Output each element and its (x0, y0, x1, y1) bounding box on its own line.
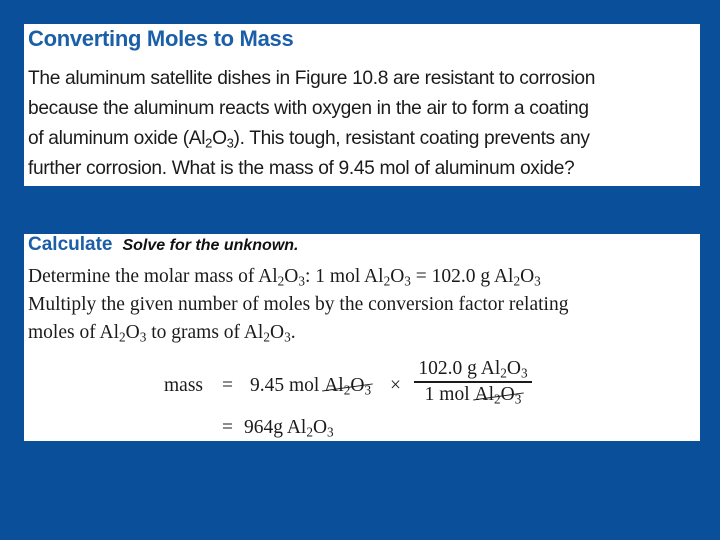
formula-o: O (520, 266, 535, 287)
line-text: ). This tough, resistant coating prevents any (233, 128, 590, 149)
calculate-line-2: Multiply the given number of moles by the conversion factor relating (28, 294, 569, 315)
subscript: 3 (284, 329, 291, 345)
equation-mass-label: mass (164, 375, 203, 396)
problem-line-2: because the aluminum reacts with oxygen in the air to form a coating (28, 98, 589, 119)
subscript: 3 (226, 135, 234, 151)
formula-o: O (125, 322, 140, 343)
subscript: 3 (404, 273, 411, 289)
subscript: 2 (277, 273, 285, 289)
formula-o: O (506, 358, 521, 379)
subscript: 3 (514, 390, 522, 406)
subscript: 3 (327, 424, 334, 440)
equation-result (244, 417, 334, 439)
subscript: 2 (343, 382, 351, 398)
problem-line-3 (28, 124, 700, 154)
calculate-panel (24, 234, 700, 441)
calculate-line-3 (28, 322, 296, 344)
fraction-numerator (414, 358, 532, 380)
subscript: 3 (520, 365, 528, 381)
line-text: to grams of Al (146, 322, 264, 343)
result-value: 964g (244, 417, 283, 438)
line-text: : 1 mol Al (305, 266, 384, 287)
calculate-line-1 (28, 266, 541, 288)
calculate-subheading: Solve for the unknown. (122, 237, 299, 254)
subscript: 2 (205, 135, 213, 151)
subscript: 2 (513, 273, 521, 289)
formula-al: Al (286, 417, 307, 438)
subscript: 3 (139, 329, 147, 345)
line-text: . (290, 322, 296, 343)
equation-equals-sign: = (222, 375, 233, 396)
subscript: 2 (494, 390, 501, 406)
fraction-denominator (414, 384, 532, 406)
subscript: 2 (306, 424, 313, 440)
calculate-heading-row (28, 234, 299, 262)
subscript: 2 (263, 329, 270, 345)
subscript: 3 (534, 273, 541, 289)
line-text: Determine the molar mass of Al (28, 266, 278, 287)
formula-al: Al (324, 375, 344, 396)
formula-o: O (284, 266, 299, 287)
numerator-value: 102.0 g (418, 358, 477, 379)
formula-o: O (390, 266, 405, 287)
problem-text (28, 64, 700, 184)
line-text: moles of Al (28, 322, 119, 343)
calculate-heading: Calculate (28, 234, 113, 255)
line-text: O (212, 128, 227, 149)
formula-o: O (500, 383, 515, 405)
denominator-value: 1 mol (424, 383, 470, 405)
line-text: = 102.0 g Al (410, 266, 514, 287)
subscript: 2 (500, 365, 507, 381)
cancelled-formula (324, 375, 371, 397)
subscript: 3 (298, 273, 305, 289)
equation-given (250, 375, 371, 397)
problem-line-4: further corrosion. What is the mass of 9.45 mol of aluminum oxide? (28, 158, 575, 179)
formula-al: Al (480, 358, 501, 379)
problem-line-1: The aluminum satellite dishes in Figure 10.8 are resistant to corrosion (28, 68, 596, 89)
subscript: 2 (119, 329, 126, 345)
formula-al: Al (474, 383, 494, 405)
formula-o: O (312, 417, 328, 438)
conversion-factor-fraction (414, 358, 532, 406)
subscript: 2 (383, 273, 391, 289)
equation-equals-sign: = (222, 417, 233, 438)
equation-times-sign: × (390, 375, 401, 396)
cancelled-formula (475, 384, 522, 406)
problem-heading: Converting Moles to Mass (28, 26, 294, 51)
fraction-bar (414, 381, 532, 383)
formula-o: O (350, 375, 365, 396)
problem-panel (24, 24, 700, 186)
subscript: 3 (364, 382, 372, 398)
line-text: of aluminum oxide (Al (28, 128, 206, 149)
formula-o: O (269, 322, 285, 343)
given-value: 9.45 mol (250, 375, 320, 396)
